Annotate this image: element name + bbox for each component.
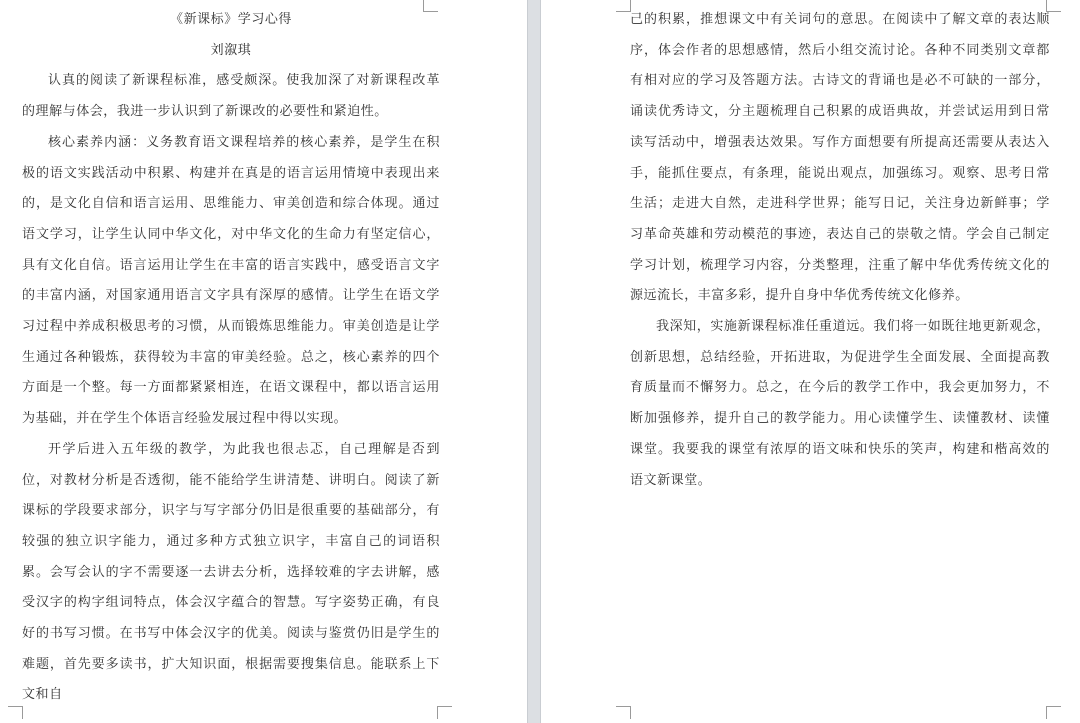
paragraph: 开学后进入五年级的教学，为此我也很忐忑，自己理解是否到位，对教材分析是否透彻，能不能给学生讲清楚、讲明白。阅读了新课标的学段要求部分，识字与写字部分仍旧是很重要的基础部分，有较强的独立识字能力，通过多种方式独立识字，丰富自己的词语积累。会写会认的字不需要逐一去讲去分析，选择较难的字去讲解，感受汉字的构字组词特点，体会汉字蕴合的智慧。写字姿势正确，有良好的书写习惯。在书写中体会汉字的优美。阅读与鉴赏仍旧是学生的难题，首先要多读书，扩大知识面，根据需要搜集信息。能联系上下文和自 [22, 441, 440, 703]
paragraph: 认真的阅读了新课程标准，感受颇深。使我加深了对新课程改革的理解与体会，我进一步认识到了新课改的必要性和紧迫性。 [22, 73, 440, 120]
page-corner-mark [8, 706, 23, 719]
page-corner-mark [616, 0, 631, 12]
document-page-left [0, 0, 527, 723]
page-body-right[interactable] [630, 5, 1050, 496]
paragraph: 己的积累，推想课文中有关词句的意思。在阅读中了解文章的表达顺序，体会作者的思想感情，然后小组交流讨论。各种不同类别文章都有相对应的学习及答题方法。古诗文的背诵也是必不可缺的一部分，诵读优秀诗文，分主题梳理自己积累的成语典故，并尝试运用到日常读写活动中，增强表达效果。写作方面想要有所提高还需要从表达入手，能抓住要点，有条理，能说出观点，加强练习。观察、思考日常生活；走进大自然，走进科学世界；能写日记，关注身边新鲜事；学习革命英雄和劳动模范的事迹，表达自己的崇敬之情。学会自己制定学习计划，梳理学习内容，分类整理，注重了解中华优秀传统文化的源远流长，丰富多彩，提升自身中华优秀传统文化修养。 [630, 12, 1050, 304]
paragraph: 我深知，实施新课程标准任重道远。我们将一如既往地更新观念，创新思想，总结经验，开拓进取，为促进学生全面发展、全面提高教育质量而不懈努力。总之，在今后的教学工作中，我会更加努力，不断加强修养，提升自己的教学能力。用心读懂学生、读懂教材、读懂课堂。我要我的课堂有浓厚的语文味和快乐的笑声，构建和楷高效的语文新课堂。 [630, 319, 1050, 488]
page-corner-mark [616, 706, 631, 719]
paragraph: 核心素养内涵：义务教育语文课程培养的核心素养，是学生在积极的语文实践活动中积累、构建并在真是的语言运用情境中表现出来的，是文化自信和语言运用、思维能力、审美创造和综合体现。通过语文学习，让学生认同中华文化，对中华文化的生命力有坚定信心，具有文化自信。语言运用让学生在丰富的语言实践中，感受语言文字的丰富内涵，对国家通用语言文字具有深厚的感情。让学生在语文学习过程中养成积极思考的习惯，从而锻炼思维能力。审美创造是让学生通过各种锻炼，获得较为丰富的审美经验。总之，核心素养的四个方面是一个整。每一方面都紧紧相连，在语文课程中，都以语言运用为基础，并在学生个体语言经验发展过程中得以实现。 [22, 134, 440, 427]
document-title: 《新课标》学习心得 [170, 12, 292, 27]
page-gutter [527, 0, 541, 723]
page-body-left[interactable] [22, 5, 440, 711]
document-page-right [541, 0, 1080, 723]
page-corner-mark [1046, 706, 1061, 719]
document-author: 刘溆琪 [210, 42, 252, 58]
